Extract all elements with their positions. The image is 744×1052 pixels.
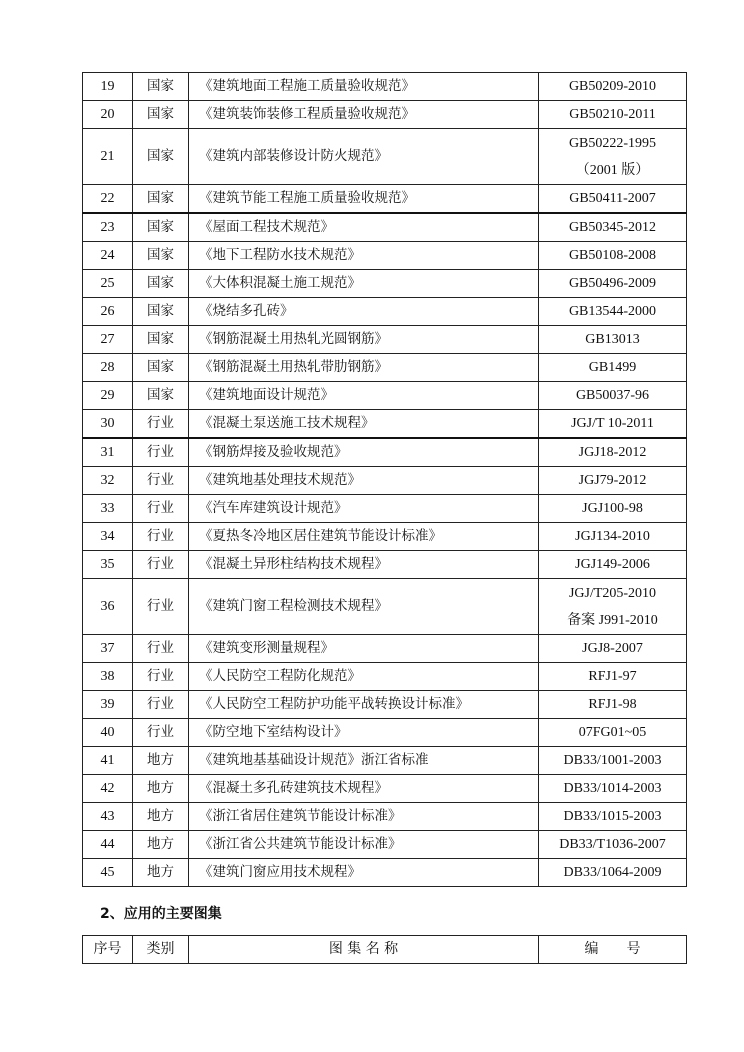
row-category: 国家	[133, 185, 189, 214]
standard-code-line: DB33/1015-2003	[563, 809, 662, 824]
standard-name: 《建筑装饰装修工程质量验收规范》	[189, 101, 539, 129]
atlas-table	[82, 935, 687, 964]
row-number: 33	[83, 495, 133, 523]
row-number: 36	[83, 579, 133, 635]
standard-code	[539, 298, 687, 326]
standard-code	[539, 747, 687, 775]
standard-code-line: JGJ100-98	[582, 501, 643, 516]
row-number: 19	[83, 73, 133, 101]
table-row	[83, 747, 687, 775]
row-number: 23	[83, 213, 133, 242]
table-row	[83, 775, 687, 803]
standard-code	[539, 803, 687, 831]
row-category: 行业	[133, 467, 189, 495]
standard-code	[539, 185, 687, 214]
row-number: 37	[83, 635, 133, 663]
standard-name: 《大体积混凝土施工规范》	[189, 270, 539, 298]
row-number: 45	[83, 859, 133, 887]
standard-name: 《建筑门窗应用技术规程》	[189, 859, 539, 887]
row-number: 34	[83, 523, 133, 551]
standard-code	[539, 523, 687, 551]
table-row	[83, 467, 687, 495]
standard-code	[539, 270, 687, 298]
standard-code-line: JGJ79-2012	[578, 473, 647, 488]
table-row	[83, 803, 687, 831]
row-number: 25	[83, 270, 133, 298]
standard-name: 《钢筋焊接及验收规范》	[189, 438, 539, 467]
row-number: 31	[83, 438, 133, 467]
table-row	[83, 354, 687, 382]
table-row	[83, 551, 687, 579]
row-number: 40	[83, 719, 133, 747]
standard-code-line: （2001 版）	[575, 162, 650, 178]
row-category: 国家	[133, 326, 189, 354]
standard-code	[539, 663, 687, 691]
standard-code	[539, 354, 687, 382]
standard-code-line: DB33/1001-2003	[563, 753, 662, 768]
standard-code	[539, 382, 687, 410]
standard-code	[539, 213, 687, 242]
standard-name: 《烧结多孔砖》	[189, 298, 539, 326]
table-row	[83, 663, 687, 691]
table-row	[83, 242, 687, 270]
standard-code-line: 备案 J991-2010	[567, 612, 658, 628]
row-category: 国家	[133, 129, 189, 185]
standard-code-line: GB50209-2010	[568, 79, 657, 94]
table-row	[83, 213, 687, 242]
table-row	[83, 73, 687, 101]
row-category: 国家	[133, 73, 189, 101]
table-row	[83, 129, 687, 185]
table-row	[83, 270, 687, 298]
standard-code-line: GB50496-2009	[568, 276, 657, 291]
header-code: 编 号	[539, 936, 687, 964]
standard-code	[539, 467, 687, 495]
standard-name: 《人民防空工程防化规范》	[189, 663, 539, 691]
standard-code-line: 07FG01~05	[578, 725, 647, 740]
row-category: 国家	[133, 298, 189, 326]
standard-code	[539, 326, 687, 354]
table-row	[83, 382, 687, 410]
table-row	[83, 719, 687, 747]
standard-name: 《防空地下室结构设计》	[189, 719, 539, 747]
row-category: 行业	[133, 523, 189, 551]
standard-code	[539, 101, 687, 129]
row-number: 41	[83, 747, 133, 775]
standard-name: 《混凝土多孔砖建筑技术规程》	[189, 775, 539, 803]
standard-name: 《浙江省居住建筑节能设计标准》	[189, 803, 539, 831]
standard-name: 《建筑地基处理技术规范》	[189, 467, 539, 495]
standard-code-line: JGJ134-2010	[575, 529, 650, 544]
standard-code	[539, 242, 687, 270]
row-category: 行业	[133, 495, 189, 523]
standard-code	[539, 129, 687, 185]
table-row	[83, 691, 687, 719]
standard-code-line: RFJ1-97	[588, 669, 637, 684]
standard-code-line: GB50222-1995	[568, 135, 657, 151]
standard-code-line: GB50210-2011	[569, 107, 656, 122]
row-category: 行业	[133, 635, 189, 663]
standard-code	[539, 691, 687, 719]
row-category: 地方	[133, 775, 189, 803]
row-number: 43	[83, 803, 133, 831]
standard-name: 《浙江省公共建筑节能设计标准》	[189, 831, 539, 859]
row-number: 28	[83, 354, 133, 382]
row-category: 国家	[133, 270, 189, 298]
row-category: 行业	[133, 438, 189, 467]
row-number: 30	[83, 410, 133, 439]
standard-code-line: DB33/1064-2009	[563, 865, 662, 880]
row-number: 20	[83, 101, 133, 129]
row-category: 国家	[133, 213, 189, 242]
standard-code	[539, 410, 687, 439]
standard-name: 《人民防空工程防护功能平战转换设计标准》	[189, 691, 539, 719]
standard-name: 《钢筋混凝土用热轧光圆钢筋》	[189, 326, 539, 354]
atlas-table-header	[83, 936, 687, 964]
row-category: 行业	[133, 410, 189, 439]
standard-code	[539, 73, 687, 101]
row-category: 国家	[133, 382, 189, 410]
header-category: 类别	[133, 936, 189, 964]
standard-code	[539, 551, 687, 579]
table-row	[83, 831, 687, 859]
standard-code-line: JGJ8-2007	[582, 641, 643, 656]
row-category: 行业	[133, 551, 189, 579]
standard-code-line: DB33/T1036-2007	[559, 837, 666, 852]
standard-name: 《建筑地基基础设计规范》浙江省标准	[189, 747, 539, 775]
row-category: 国家	[133, 242, 189, 270]
table-row	[83, 438, 687, 467]
table-row	[83, 859, 687, 887]
row-number: 35	[83, 551, 133, 579]
standard-name: 《建筑地面工程施工质量验收规范》	[189, 73, 539, 101]
table-row	[83, 326, 687, 354]
standard-code	[539, 775, 687, 803]
standard-code-line: GB50108-2008	[568, 248, 657, 263]
standard-code-line: RFJ1-98	[588, 697, 637, 712]
row-category: 地方	[133, 803, 189, 831]
header-name: 图 集 名 称	[189, 936, 539, 964]
standard-name: 《钢筋混凝土用热轧带肋钢筋》	[189, 354, 539, 382]
standard-name: 《建筑地面设计规范》	[189, 382, 539, 410]
row-category: 地方	[133, 831, 189, 859]
standard-code-line: GB50345-2012	[568, 220, 657, 235]
row-number: 21	[83, 129, 133, 185]
standard-code-line: JGJ/T 10-2011	[571, 416, 654, 431]
standard-code	[539, 579, 687, 635]
row-number: 26	[83, 298, 133, 326]
table-row	[83, 523, 687, 551]
table-row	[83, 579, 687, 635]
standard-code-line: JGJ18-2012	[578, 445, 647, 460]
table-row	[83, 101, 687, 129]
standard-name: 《汽车库建筑设计规范》	[189, 495, 539, 523]
standard-code-line: GB13013	[585, 332, 640, 347]
standard-code	[539, 438, 687, 467]
row-number: 22	[83, 185, 133, 214]
standard-code-line: GB50411-2007	[569, 191, 656, 206]
standard-code-line: JGJ149-2006	[575, 557, 650, 572]
standard-name: 《夏热冬冷地区居住建筑节能设计标准》	[189, 523, 539, 551]
standard-name: 《混凝土异形柱结构技术规程》	[189, 551, 539, 579]
table-row	[83, 495, 687, 523]
standard-code	[539, 831, 687, 859]
standards-table	[82, 72, 687, 887]
row-number: 32	[83, 467, 133, 495]
standard-name: 《建筑节能工程施工质量验收规范》	[189, 185, 539, 214]
row-category: 地方	[133, 747, 189, 775]
row-category: 国家	[133, 101, 189, 129]
standard-name: 《混凝土泵送施工技术规程》	[189, 410, 539, 439]
row-category: 行业	[133, 691, 189, 719]
row-number: 39	[83, 691, 133, 719]
table-row	[83, 635, 687, 663]
row-number: 42	[83, 775, 133, 803]
row-number: 38	[83, 663, 133, 691]
row-category: 国家	[133, 354, 189, 382]
row-category: 地方	[133, 859, 189, 887]
standard-code-line: DB33/1014-2003	[563, 781, 662, 796]
table-row	[83, 410, 687, 439]
standard-code	[539, 635, 687, 663]
row-category: 行业	[133, 663, 189, 691]
standard-code	[539, 859, 687, 887]
standard-code-line: GB13544-2000	[568, 304, 657, 319]
header-no: 序号	[83, 936, 133, 964]
section-title: 2、应用的主要图集	[100, 906, 222, 922]
row-number: 44	[83, 831, 133, 859]
standard-code-line: JGJ/T205-2010	[568, 585, 657, 601]
row-category: 行业	[133, 579, 189, 635]
standard-name: 《建筑门窗工程检测技术规程》	[189, 579, 539, 635]
standard-name: 《屋面工程技术规范》	[189, 213, 539, 242]
standard-code	[539, 719, 687, 747]
row-category: 行业	[133, 719, 189, 747]
row-number: 27	[83, 326, 133, 354]
standards-table-body	[83, 73, 687, 887]
standard-code-line: GB50037-96	[575, 388, 650, 403]
standard-code	[539, 495, 687, 523]
standard-name: 《地下工程防水技术规范》	[189, 242, 539, 270]
row-number: 29	[83, 382, 133, 410]
table-row	[83, 298, 687, 326]
standard-code-line: GB1499	[588, 360, 637, 375]
table-row	[83, 185, 687, 214]
standard-name: 《建筑变形测量规程》	[189, 635, 539, 663]
standard-name: 《建筑内部装修设计防火规范》	[189, 129, 539, 185]
row-number: 24	[83, 242, 133, 270]
